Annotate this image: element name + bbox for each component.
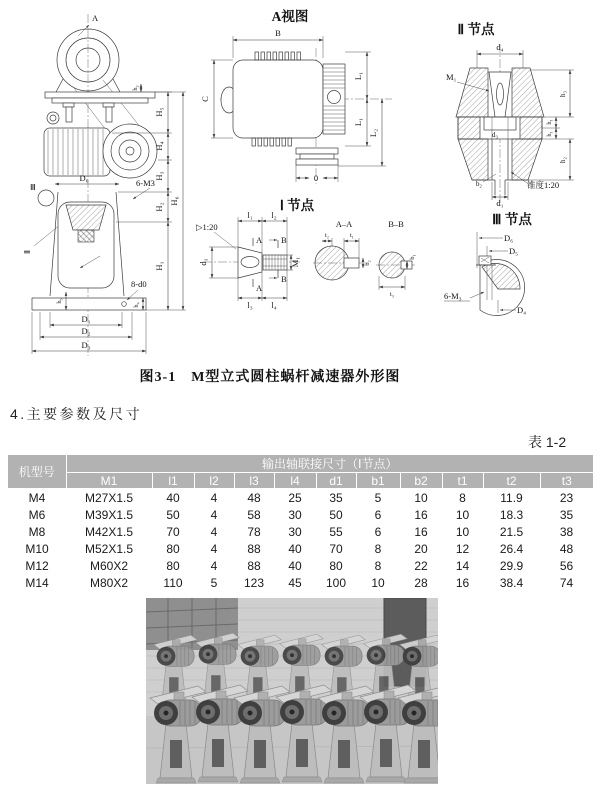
table-group-header: 输出轴联接尺寸（Ⅰ节点） <box>66 455 593 473</box>
value-cell: 23 <box>559 490 574 505</box>
dim-label-B: B <box>275 28 281 38</box>
value-cell: 4 <box>210 558 218 573</box>
value-cell: 30 <box>288 507 302 522</box>
dim-label-8-d0: 8-d0 <box>131 279 147 289</box>
value-cell: 8 <box>459 490 466 505</box>
value-cell: 8 <box>374 558 382 573</box>
dim-label-M1-node1: M₁ <box>290 256 300 268</box>
value-cell: 10 <box>455 507 470 522</box>
model-cell: M14 <box>25 575 49 590</box>
section-b-mark-top: B <box>281 235 287 245</box>
dim-label-l3: l₃ <box>247 300 253 310</box>
value-cell: 88 <box>247 558 261 573</box>
value-cell: 40 <box>166 490 180 505</box>
value-cell: 11.9 <box>500 490 523 505</box>
value-cell: 20 <box>414 541 428 556</box>
value-cell: 6 <box>374 507 382 522</box>
dim-label-t2: t₂ <box>325 232 329 239</box>
value-cell: M60X2 <box>89 558 129 573</box>
value-cell: 5 <box>210 575 218 590</box>
node3-marker-label: Ⅲ <box>30 182 36 192</box>
value-cell: 48 <box>247 490 261 505</box>
value-cell: 110 <box>163 575 183 590</box>
dim-label-D4-node3: D₄ <box>517 305 527 315</box>
dim-label-H4: H₄ <box>154 141 164 151</box>
value-cell: 40 <box>288 558 302 573</box>
node2-title: Ⅱ 节点 <box>457 22 495 37</box>
value-cell: 10 <box>371 575 385 590</box>
dim-label-b1: b₁ <box>409 254 416 260</box>
dim-label-l4: l₄ <box>271 300 277 310</box>
dim-label-H2: H₂ <box>154 202 164 212</box>
dim-label-b2-aa: b₂ <box>364 260 371 266</box>
value-cell: 16 <box>414 524 428 539</box>
node2-detail-drawing <box>446 21 574 208</box>
dim-label-d1-node2: d₁ <box>496 198 504 208</box>
value-cell: 30 <box>288 524 302 539</box>
column-header-d1: d1 <box>316 473 356 489</box>
column-header-t3: t3 <box>540 473 593 489</box>
model-cell: M6 <box>28 507 46 522</box>
dim-label-D6-node3: D₆ <box>504 233 514 243</box>
dim-label-H1: H₁ <box>154 261 164 271</box>
table-row <box>8 506 593 523</box>
value-cell: 4 <box>210 507 218 522</box>
dim-label-d3: d₃ <box>492 131 498 139</box>
dim-label-H5: H₅ <box>154 107 164 117</box>
dim-label-H3: H₃ <box>154 171 164 181</box>
figure-3-1-drawing <box>0 0 600 362</box>
section-a-mark-top: A <box>256 235 263 245</box>
column-header-l4: l4 <box>274 473 316 489</box>
dim-label-h3: h₃ <box>559 91 567 97</box>
dim-label-t3: t₃ <box>390 291 394 298</box>
table-row <box>8 489 593 507</box>
dimension-table <box>8 455 593 591</box>
dim-label-h1-upper: h₁ <box>546 119 553 125</box>
value-cell: 25 <box>288 490 302 505</box>
value-cell: 35 <box>559 507 574 522</box>
value-cell: 78 <box>247 524 261 539</box>
value-cell: 58 <box>247 507 261 522</box>
value-cell: 38.4 <box>499 575 524 590</box>
dim-label-t1: t₁ <box>350 232 354 239</box>
view-a-drawing <box>200 8 392 184</box>
taper-note-node2: 锥度1:20 <box>527 180 560 190</box>
value-cell: 40 <box>288 541 302 556</box>
dim-label-M1-node2: M₁ <box>446 72 457 82</box>
section-aa-title: A–A <box>335 219 353 229</box>
column-header-b1: b1 <box>356 473 400 489</box>
cooling-fins-top <box>255 52 301 60</box>
cooling-fins-bottom <box>252 138 292 146</box>
node2-marker-label: Ⅱ <box>22 249 32 255</box>
value-cell: 100 <box>325 575 347 590</box>
value-cell: 50 <box>166 507 180 522</box>
factory-photo <box>146 598 438 784</box>
value-cell: 21.5 <box>499 524 524 539</box>
value-cell: 10 <box>455 524 470 539</box>
section-b-mark-bottom: B <box>281 274 287 284</box>
outline-drawing-svg <box>0 0 600 362</box>
view-direction-label: A <box>92 13 99 23</box>
value-cell: 38 <box>559 524 574 539</box>
model-cell: M12 <box>25 558 49 573</box>
dim-label-L2: L₂ <box>368 128 378 138</box>
column-header-b2: b2 <box>400 473 442 489</box>
column-header-M1: M1 <box>66 473 152 489</box>
value-cell: 16 <box>455 575 470 590</box>
taper-note-node1: ▷1:20 <box>196 222 218 232</box>
value-cell: M27X1.5 <box>84 490 134 505</box>
dim-label-C: C <box>200 96 210 102</box>
table-subheader-row <box>8 473 593 489</box>
node1-detail-drawing <box>196 197 416 310</box>
front-view-drawing <box>22 13 186 356</box>
dim-label-h2-node2: h₂ <box>559 157 567 163</box>
value-cell: 45 <box>288 575 302 590</box>
node3-title: Ⅲ 节点 <box>492 212 532 227</box>
section-heading: 4.主要参数及尺寸 <box>10 406 143 422</box>
column-header-l3: l3 <box>234 473 274 489</box>
dim-label-D3: D₃ <box>81 340 91 350</box>
factory-photo-art <box>146 598 438 784</box>
value-cell: 35 <box>329 490 343 505</box>
dim-label-O: 0 <box>313 173 319 183</box>
column-header-t2: t2 <box>483 473 540 489</box>
dim-label-d4: d₄ <box>496 42 504 52</box>
value-cell: 56 <box>559 558 574 573</box>
value-cell: 29.9 <box>499 558 524 573</box>
section-a-mark-bottom: A <box>256 283 263 293</box>
value-cell: 10 <box>414 490 428 505</box>
column-header-l1: l1 <box>152 473 194 489</box>
value-cell: 70 <box>166 524 180 539</box>
table-tag: 表 1-2 <box>528 434 567 450</box>
table-row <box>8 540 593 557</box>
value-cell: 18.3 <box>499 507 524 522</box>
dim-label-L1-lower: L₁ <box>353 117 363 127</box>
value-cell: 14 <box>455 558 470 573</box>
dim-label-d1-node1: d₁ <box>198 258 208 266</box>
value-cell: M52X1.5 <box>84 541 134 556</box>
dim-label-D2: D₂ <box>81 326 91 336</box>
value-cell: M42X1.5 <box>84 524 134 539</box>
dim-label-l2: l₂ <box>271 210 277 220</box>
table-row <box>8 557 593 574</box>
figure-caption: 图3-1 M型立式圆柱蜗杆减速器外形图 <box>139 370 401 385</box>
value-cell: 50 <box>329 507 343 522</box>
model-cell: M4 <box>28 490 46 505</box>
value-cell: 70 <box>329 541 343 556</box>
table-row <box>8 574 593 591</box>
dim-label-b2-node2: b₂ <box>476 180 482 188</box>
model-cell: M8 <box>28 524 46 539</box>
value-cell: 80 <box>166 558 180 573</box>
dim-label-D6: D₆ <box>79 173 89 183</box>
value-cell: 4 <box>210 490 218 505</box>
view-a-title: A视图 <box>271 9 309 24</box>
table-corner-header: 机型号 <box>8 455 66 489</box>
column-header-t1: t1 <box>442 473 483 489</box>
dim-label-6-M3-node3: 6-M₃ <box>444 291 462 301</box>
section-bb-title: B–B <box>388 219 404 229</box>
value-cell: 4 <box>210 541 218 556</box>
value-cell: 22 <box>414 558 428 573</box>
model-cell: M10 <box>25 541 49 556</box>
dim-label-h5: h₅ <box>56 298 63 304</box>
value-cell: 6 <box>374 524 382 539</box>
value-cell: 48 <box>559 541 574 556</box>
value-cell: 55 <box>329 524 343 539</box>
value-cell: 8 <box>374 541 382 556</box>
value-cell: 4 <box>210 524 218 539</box>
dim-label-h4: h₄ <box>133 302 140 308</box>
value-cell: 28 <box>414 575 428 590</box>
dim-label-H6: H₆ <box>169 196 179 206</box>
value-cell: 74 <box>559 575 574 590</box>
table-group-header-row <box>8 455 593 473</box>
dim-label-l1: l₁ <box>247 210 253 220</box>
dim-label-L1-upper: L₁ <box>353 71 363 81</box>
dim-label-6-M3: 6-M3 <box>136 178 155 188</box>
dim-label-h2-front: h₂ <box>132 85 139 91</box>
value-cell: 5 <box>374 490 382 505</box>
table-row <box>8 523 593 540</box>
node1-title: Ⅰ 节点 <box>279 198 315 213</box>
column-header-l2: l2 <box>194 473 234 489</box>
dim-label-D5: D₅ <box>509 246 519 256</box>
node3-detail-drawing <box>444 211 532 316</box>
dim-label-h1-lower: h₁ <box>546 131 553 137</box>
value-cell: 80 <box>329 558 343 573</box>
value-cell: M80X2 <box>89 575 129 590</box>
value-cell: 26.4 <box>499 541 524 556</box>
value-cell: 16 <box>414 507 428 522</box>
dim-label-D1: D₁ <box>81 314 91 324</box>
value-cell: 80 <box>166 541 180 556</box>
value-cell: 12 <box>455 541 470 556</box>
value-cell: M39X1.5 <box>84 507 134 522</box>
value-cell: 123 <box>243 575 265 590</box>
value-cell: 88 <box>247 541 261 556</box>
